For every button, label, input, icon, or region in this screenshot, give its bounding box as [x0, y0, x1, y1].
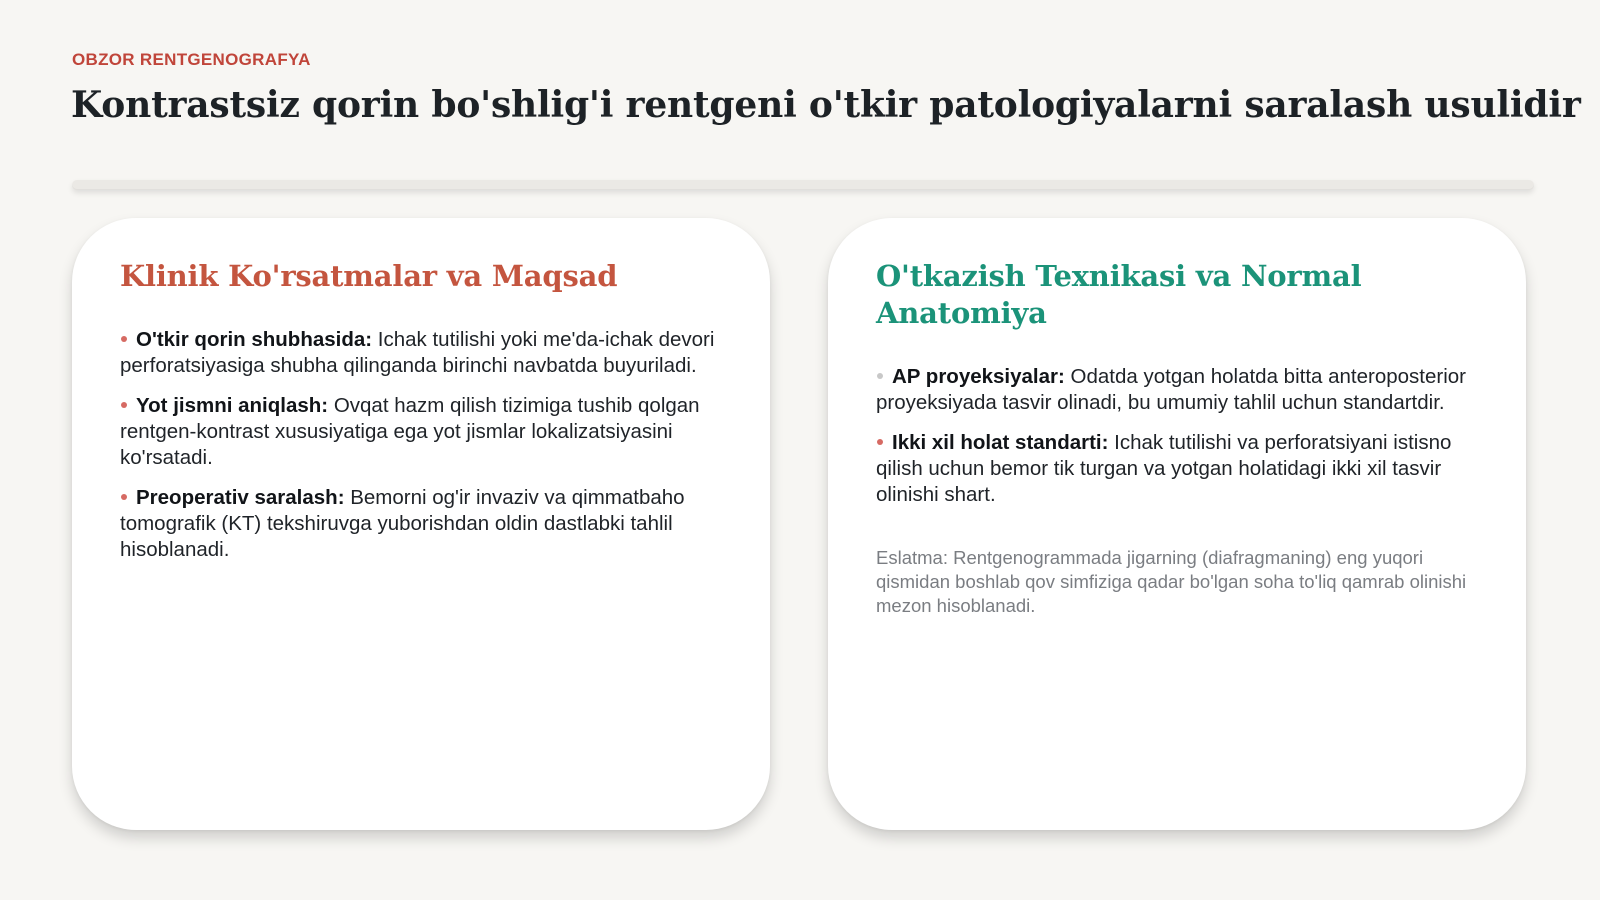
section-kicker: OBZOR RENTGENOGRAFYA — [72, 50, 311, 69]
note-text: Eslatma: Rentgenogrammada jigarning (diafragmaning) eng yuqori qismidan boshlab qov simfiziga qadar bo'lgan soha to'liq qamrab olinishi mezon hisoblanadi. — [876, 547, 1467, 616]
item-text: Odatda yotgan holatda bitta anteroposterior proyeksiyada tasvir olinadi, bu umumiy tahlil uchun standartdir. — [876, 365, 1467, 414]
clinical-indications-card — [72, 218, 770, 830]
list-item — [120, 393, 726, 471]
bullet-list — [120, 327, 726, 563]
page-title: Kontrastsiz qorin bo'shlig'i rentgeni o'tkir patologiyalarni saralash usulidir — [71, 84, 1581, 126]
header-divider — [72, 180, 1534, 190]
item-text: Bemorni og'ir invaziv va qimmatbaho tomografik (KT) tekshiruvga yuborishdan oldin dastlabki tahlil hisoblanadi. — [120, 486, 685, 561]
item-label: Yot jismni aniqlash: — [136, 394, 329, 417]
item-label: O'tkir qorin shubhasida: — [136, 328, 373, 351]
item-text: Ichak tutilishi yoki me'da-ichak devori perforatsiyasiga shubha qilinganda birinchi navbatda buyuriladi. — [120, 328, 715, 377]
bullet-list — [876, 364, 1482, 508]
list-item — [876, 430, 1482, 508]
item-text: Ovqat hazm qilish tizimiga tushib qolgan rentgen-kontrast xususiyatiga ega yot jismlar lokalizatsiyasini ko'rsatadi. — [120, 394, 700, 469]
bullet-dot-icon — [877, 439, 883, 445]
item-label: AP proyeksiyalar: — [892, 365, 1065, 388]
bullet-dot-icon — [877, 373, 883, 379]
list-item — [120, 485, 726, 563]
item-label: Ikki xil holat standarti: — [892, 431, 1109, 454]
bullet-dot-icon — [121, 402, 127, 408]
card-title: Klinik Ko'rsatmalar va Maqsad — [120, 259, 618, 293]
technique-anatomy-card — [828, 218, 1526, 830]
bullet-dot-icon — [121, 336, 127, 342]
card-title: O'tkazish Texnikasi va Normal Anatomiya — [876, 259, 1362, 330]
item-label: Preoperativ saralash: — [136, 486, 345, 509]
list-item — [876, 364, 1482, 416]
item-text: Ichak tutilishi va perforatsiyani istisno qilish uchun bemor tik turgan va yotgan holatidagi ikki xil tasvir olinishi shart. — [876, 431, 1452, 506]
bullet-dot-icon — [121, 494, 127, 500]
list-item — [120, 327, 726, 379]
